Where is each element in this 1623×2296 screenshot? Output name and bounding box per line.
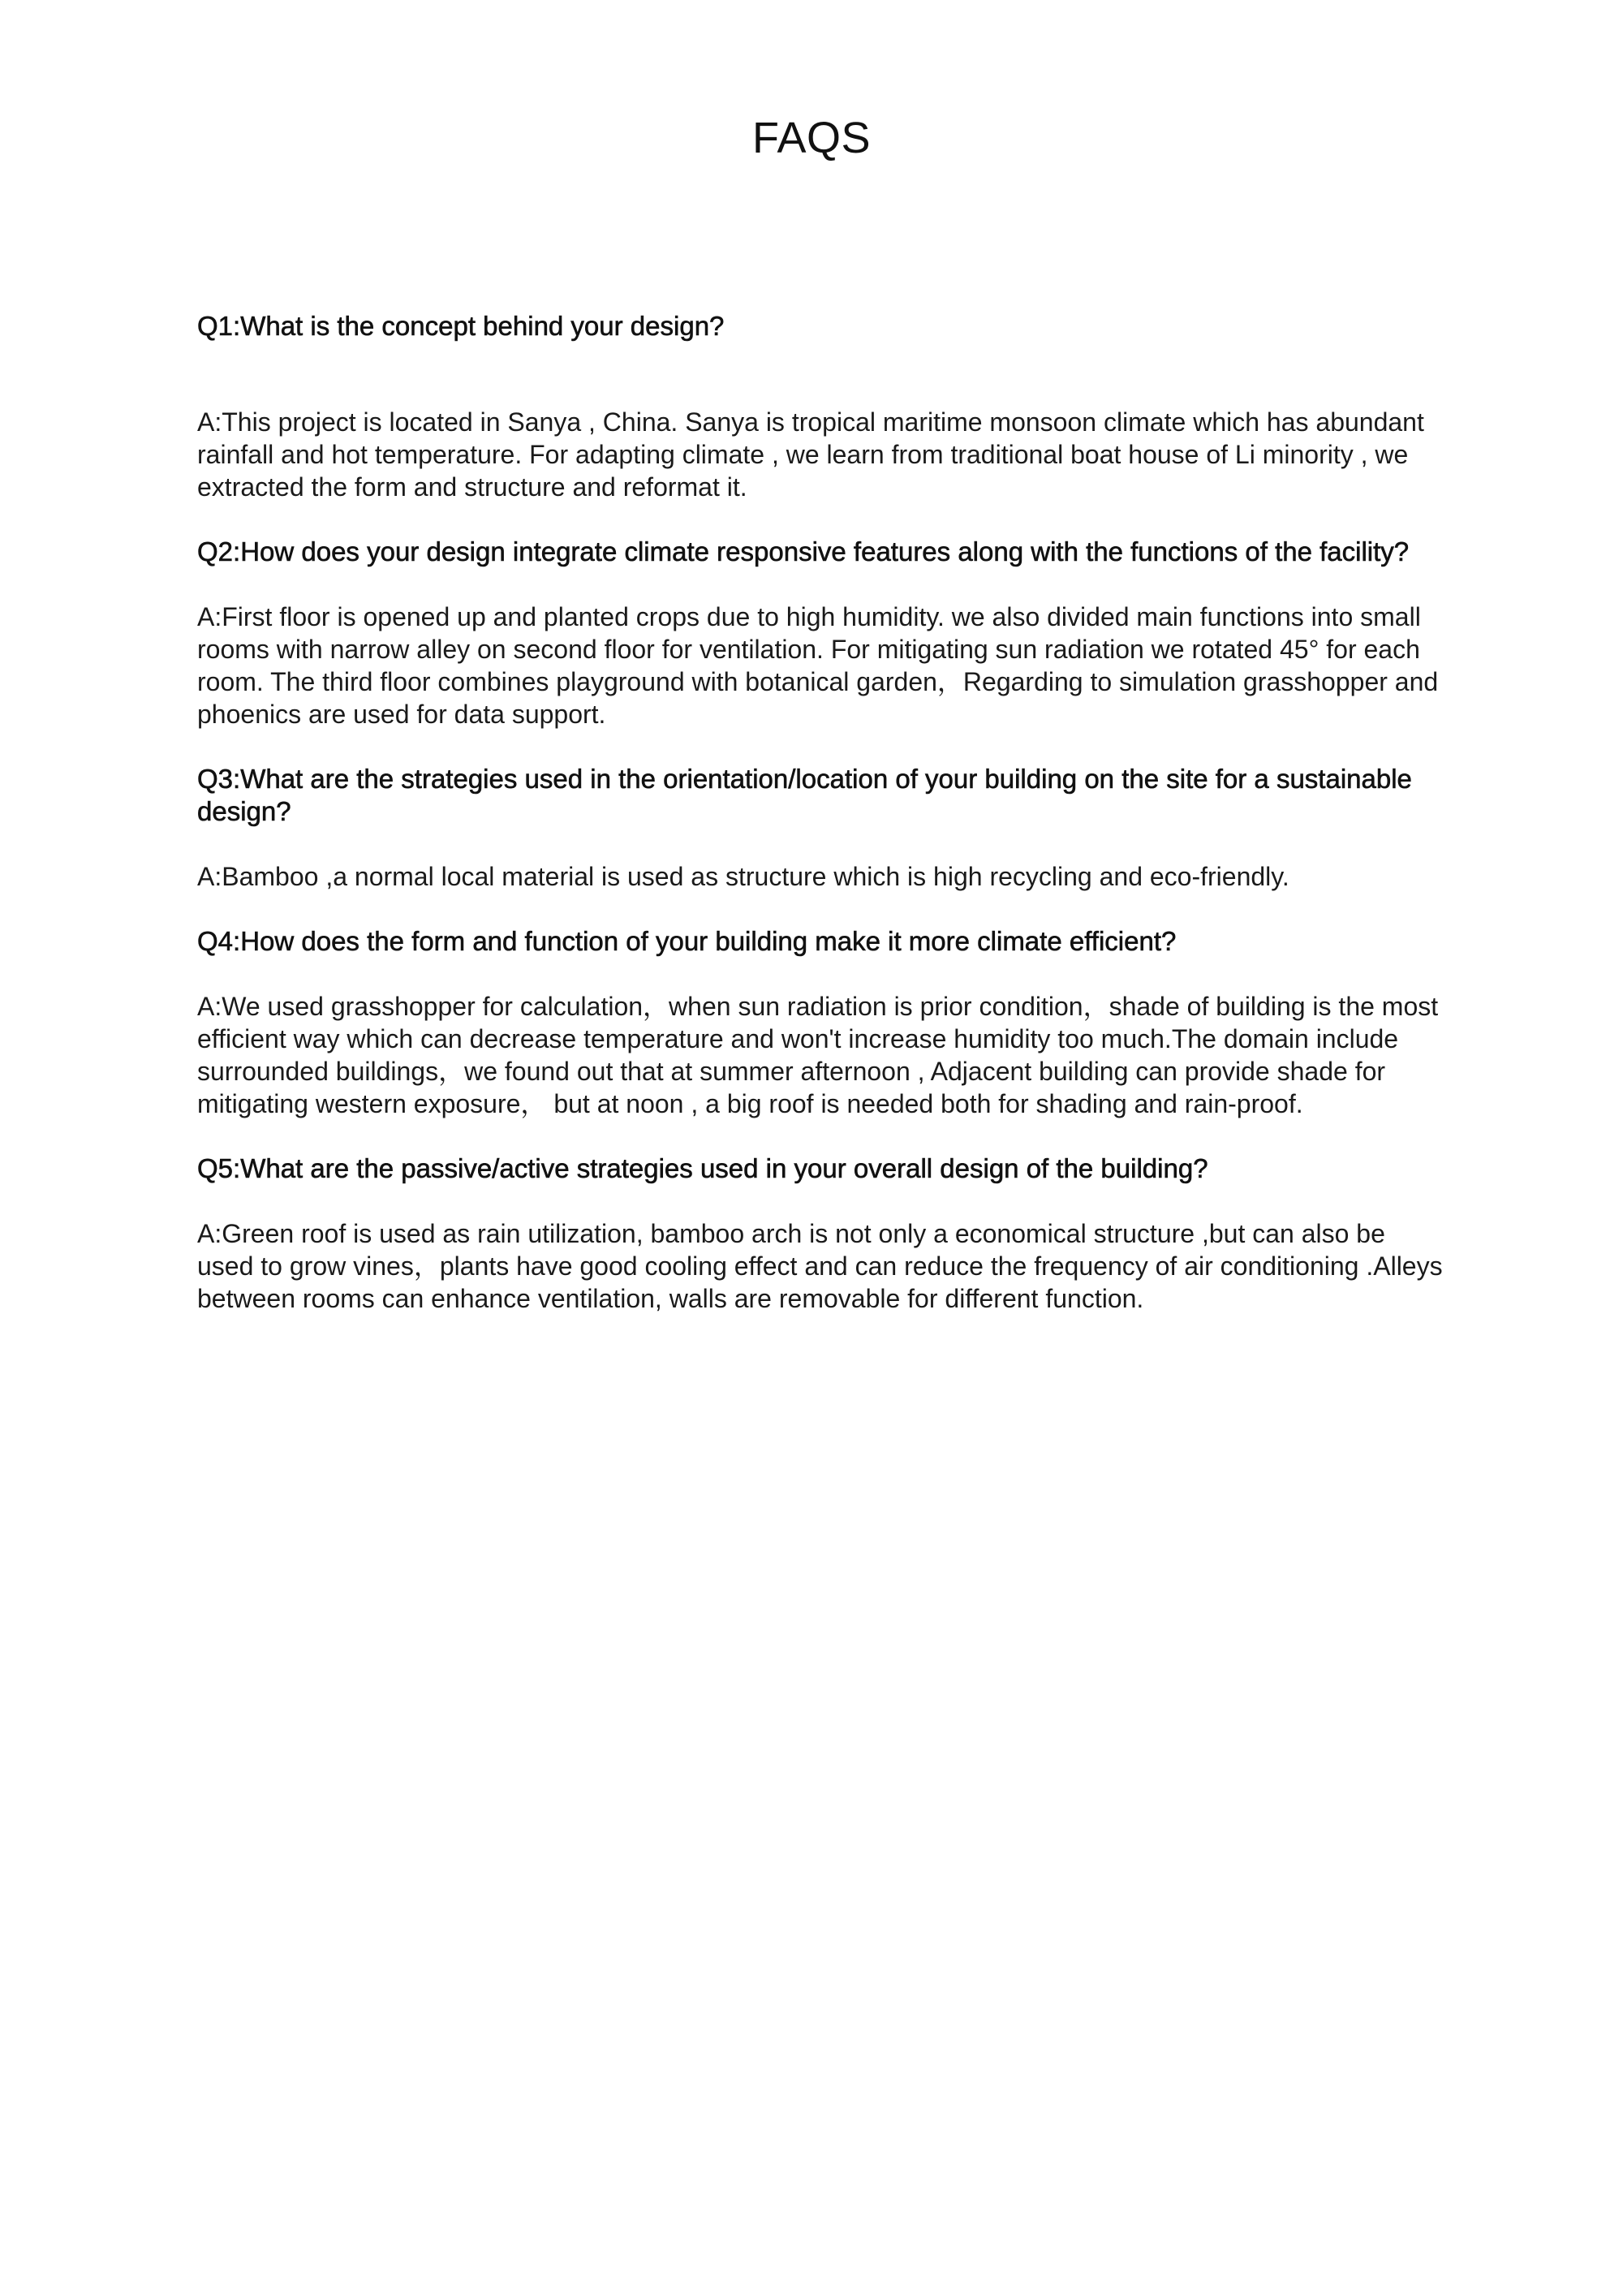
faq-question-3: Q3:What are the strategies used in the orientation/location of your building on the site for a sustainable design?	[197, 764, 1412, 826]
faq-answer-5: A:Green roof is used as rain utilization, bamboo arch is not only a economical structure ,but can also be used to grow vines，plants have good cooling effect and can reduce the frequency of air conditioning .Alleys between rooms can enhance ventilation, walls are removable for different function.	[197, 1219, 1443, 1313]
faq-answer-4: A:We used grasshopper for calculation，when sun radiation is prior condition，shade of building is the most efficient way which can decrease temperature and won't increase humidity too much.The domain include surrounded buildings，we found out that at summer afternoon , Adjacent building can provide shade for mitigating western exposure， but at noon , a big roof is needed both for shading and rain-proof.	[197, 992, 1439, 1118]
faq-question-1: Q1:What is the concept behind your design?	[197, 311, 725, 341]
faq-item-5	[197, 1152, 1447, 1315]
faq-answer-2: A:First floor is opened up and planted crops due to high humidity. we also divided main functions into small rooms with narrow alley on second floor for ventilation. For mitigating sun radiation we rotated 45° for each room. The third floor combines playground with botanical garden，Regarding to simulation grasshopper and phoenics are used for data support.	[197, 602, 1439, 729]
faq-answer-3: A:Bamboo ,a normal local material is used as structure which is high recycling and eco-friendly.	[197, 862, 1289, 891]
faq-list	[197, 310, 1447, 1315]
faq-item-3	[197, 763, 1447, 893]
faq-answer-1: A:This project is located in Sanya , China. Sanya is tropical maritime monsoon climate which has abundant rainfall and hot temperature. For adapting climate , we learn from traditional boat house of Li minority , we extracted the form and structure and reformat it.	[197, 407, 1424, 502]
faq-question-5: Q5:What are the passive/active strategies used in your overall design of the building?	[197, 1153, 1208, 1183]
faq-item-2	[197, 536, 1447, 730]
faq-item-4	[197, 925, 1447, 1120]
page-title: FAQS	[751, 114, 872, 162]
faq-item-1	[197, 310, 1447, 503]
faq-question-2: Q2:How does your design integrate climate responsive features along with the functions of the facility?	[197, 536, 1410, 566]
faq-question-4: Q4:How does the form and function of your building make it more climate efficient?	[197, 926, 1177, 956]
